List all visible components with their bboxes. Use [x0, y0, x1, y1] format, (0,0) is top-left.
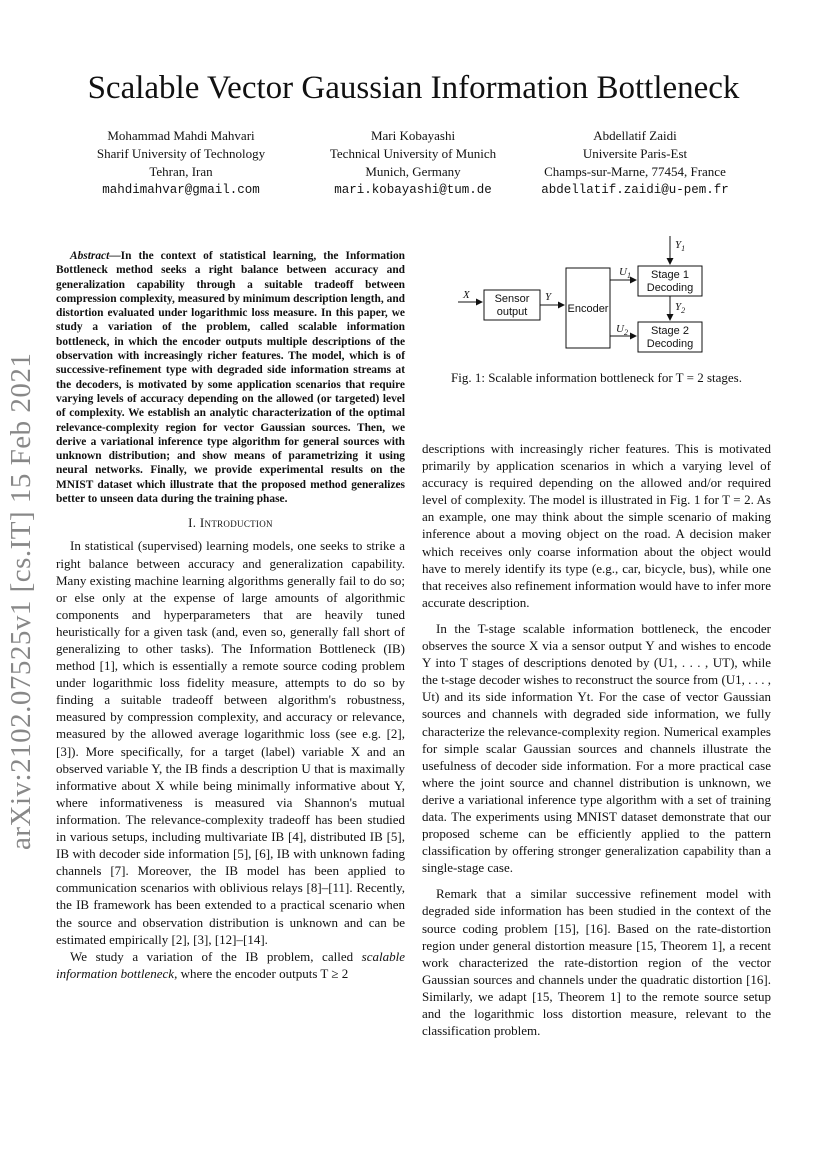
author-name: Mari Kobayashi	[370, 128, 456, 143]
author-name: Abdellatif Zaidi	[593, 128, 677, 143]
block-stage2-line1: Stage 2	[651, 325, 689, 337]
block-sensor-line1: Sensor	[494, 293, 530, 305]
label-y2: $Y_2$	[675, 301, 686, 315]
abstract-label: Abstract	[70, 250, 110, 262]
author-location: Champs-sur-Marne, 77454, France	[544, 164, 726, 179]
right-paragraph-2: In the T-stage scalable information bottleneck, the encoder observes the source X via a sensor output Y and wishes to encode Y into T stages of descriptions denoted by (U1, . . . , UT), while the t-stage decoder wishes to reconstruct the source from (U1, . . . , Ut) and its side information Yt. For the case of vector Gaussian sources and channels with degraded side information, we fully characterize the relevance-complexity region. Numerical examples for simple scalar Gaussian sources and channels illustrate the usefulness of decoder side information. For a more practical case where the joint source and channel distribution is unknown, we derive a variational inference type algorithm with a set of training data. The experiments using MNIST dataset demonstrate that our proposed scheme can be efficiently applied to the pattern classification by offering stronger generalization capability than a single-stage case.	[422, 620, 771, 876]
abstract	[56, 249, 405, 506]
author-email: mari.kobayashi@tum.de	[334, 183, 492, 197]
label-y1: $Y_1$	[675, 239, 686, 253]
block-sensor-line2: output	[496, 306, 528, 318]
author-block-3	[510, 127, 760, 199]
arxiv-stamp-text: arXiv:2102.07525v1 [cs.IT] 15 Feb 2021	[5, 352, 37, 850]
label-x: X	[463, 289, 470, 301]
label-y: Y	[545, 291, 552, 303]
intro-paragraph-1: In statistical (supervised) learning models, one seeks to strike a right balance between accuracy and generalization capability. Many existing machine learning algorithms generally fail to do so; or else only at the expense of large amounts of algorithmic components and hyperparameters that are heavily tuned heuristically for a given task (and, even so, generally fall short of generalizing to other tasks). The Information Bottleneck (IB) method [1], which is essentially a remote source coding problem under logarithmic loss fidelity measure, attempts to do so by finding a suitable tradeoff between algorithm's robustness, measured by compression complexity, and accuracy or relevance, measured by the allowed average logarithmic loss (see e.g. [2], [3]). More specifically, for a target (label) variable X and an observed variable Y, the IB finds a description U that is maximally informative about X while being minimally informative about Y, where informativeness is measured via Shannon's mutual information. The relevance-complexity tradeoff has been studied in various setups, including multivariate IB [4], distributed IB [5], IB with decoder side information [5], [6], IB with unknown fading channels [7]. Moreover, the IB model has been applied to communication scenarios with oblivious relays [8]–[11]. Recently, the IB framework has been extended to a practical scenario when the source and observation distribution is unknown and can be estimated empirically [2], [3], [12]–[14].	[56, 538, 405, 947]
right-paragraph-1: descriptions with increasingly richer features. This is motivated primarily by application scenarios in which a varying level of accuracy is required depending on the allowed and/or required level of complexity. The model is illustrated in Fig. 1 for T = 2. As an example, one may think about the simple scenario of making inference about a moving object on the road. A decision maker which receives only coarse information about the object would have to merely identify its type (e.g., car, bicycle, bus), while one that receives also refinement information would have to infer more accurate description.	[422, 441, 771, 610]
block-encoder-label: Encoder	[567, 303, 609, 315]
figure-1-diagram	[430, 232, 780, 372]
abstract-text: —In the context of statistical learning, the Information Bottleneck method seeks a right balance between accuracy and generalization capability through a suitable tradeoff between compression complexity, measured by minimum description length, and distortion evaluated under logarithmic loss measure. In this paper, we study a variation of the problem, called scalable information bottleneck, in which the encoder outputs multiple descriptions of the observation with increasingly richer features. The model, which is of successive-refinement type with degraded side information streams at the decoders, is motivated by some application scenarios that require varying levels of accuracy depending on the allowed (or targeted) level of complexity. We establish an analytic characterization of the optimal relevance-complexity region for vector Gaussian sources. Then, we derive a variational inference type algorithm for general sources with unknown distribution; and show means of parametrizing it using neural networks. Finally, we provide experimental results on the MNIST dataset which illustrate that the proposed method generalizes better to unseen data during the training phase.	[56, 250, 405, 506]
right-paragraph-3: Remark that a similar successive refinement model with degraded side information has been studied in the context of the source coding problem [15], [16]. Based on the rate-distortion region under general distortion measure [15, Theorem 1], a recent work characterized the rate-distortion region of the vector Gaussian sources and channels under the quadratic distortion [16]. Similarly, we adapt [15, Theorem 1] to the remote source setup and the logarithmic loss distortion measure, relevant to the classification problem.	[422, 886, 771, 1039]
author-block-1	[56, 127, 306, 199]
intro-paragraph-2-emphasis: scalable information bottleneck	[56, 948, 405, 981]
right-column	[422, 440, 771, 1039]
figure-caption: Fig. 1: Scalable information bottleneck for T = 2 stages.	[451, 370, 742, 385]
author-block-2	[288, 127, 538, 199]
block-stage1-line2: Decoding	[646, 282, 694, 294]
paper-title: Scalable Vector Gaussian Information Bottleneck	[87, 70, 740, 106]
block-stage2-line2: Decoding	[646, 338, 694, 350]
author-email: mahdimahvar@gmail.com	[102, 183, 260, 197]
author-name: Mohammad Mahdi Mahvari	[107, 128, 255, 143]
author-affiliation: Universite Paris-Est	[582, 146, 688, 161]
intro-paragraph-2	[56, 948, 405, 982]
author-affiliation: Technical University of Munich	[329, 146, 497, 161]
left-column	[56, 249, 405, 982]
section-heading: I. Introduction	[188, 515, 273, 531]
author-location: Munich, Germany	[365, 164, 461, 179]
author-location: Tehran, Iran	[149, 164, 213, 179]
label-u1: $U_1$	[619, 266, 631, 280]
label-u2: $U_2$	[616, 323, 628, 337]
block-stage1-line1: Stage 1	[651, 269, 689, 281]
intro-paragraph-2-end: , where the encoder outputs T ≥ 2	[174, 965, 349, 981]
author-affiliation: Sharif University of Technology	[96, 146, 266, 161]
intro-paragraph-2-start: We study a variation of the IB problem, called	[70, 948, 362, 964]
author-email: abdellatif.zaidi@u-pem.fr	[541, 183, 729, 197]
